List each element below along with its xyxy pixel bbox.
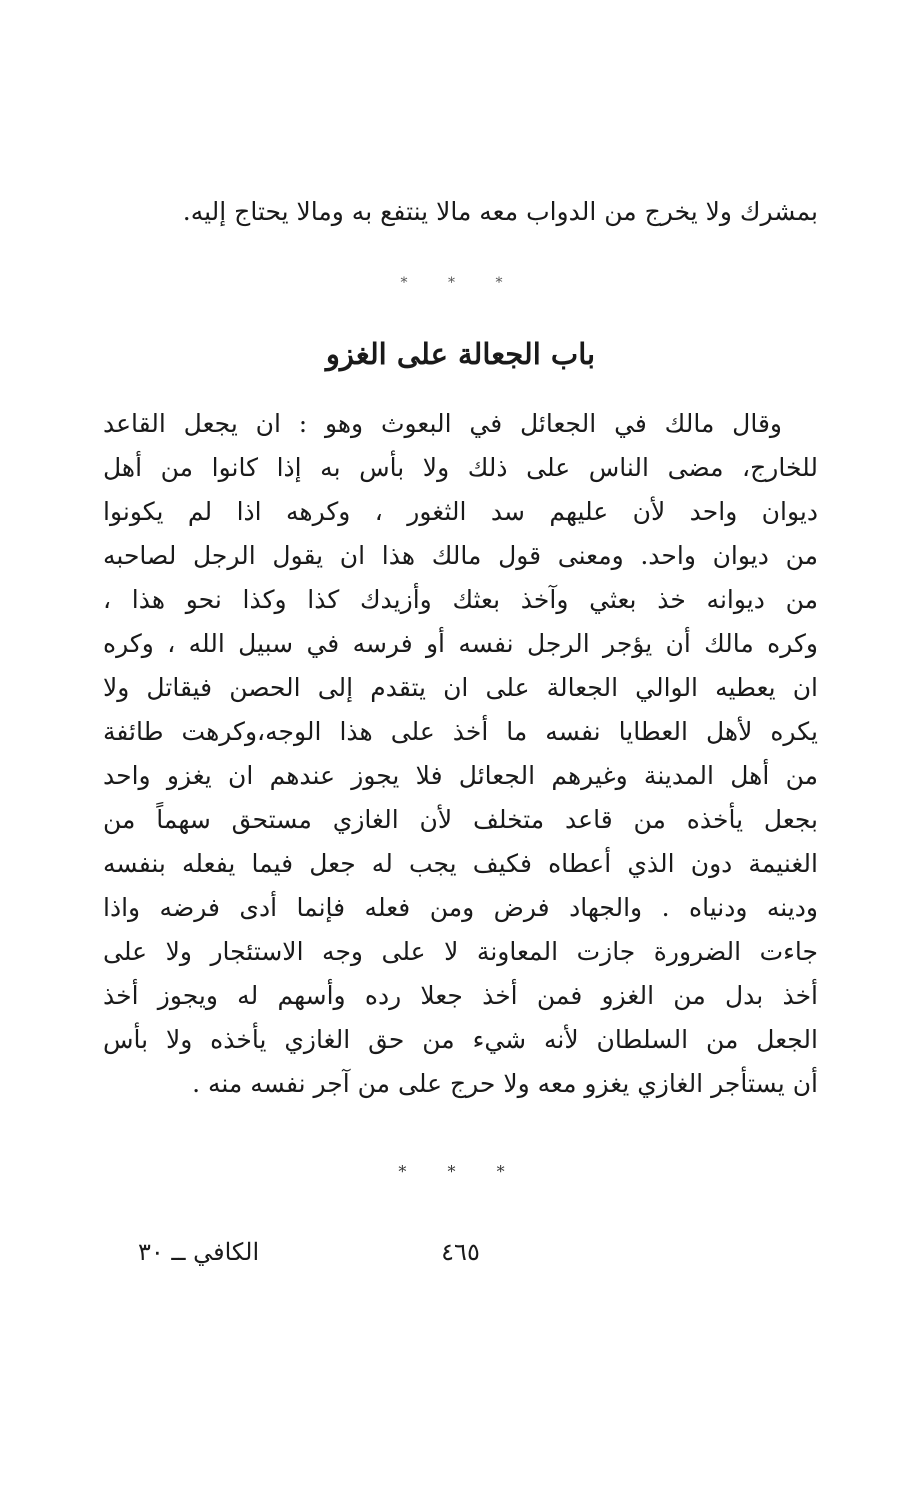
body-line: ان يعطيه الوالي الجعالة على ان يتقدم إلى الحصن فيقاتل ولا: [103, 673, 818, 702]
section-title: باب الجعالة على الغزو: [325, 337, 596, 371]
body-line: للخارج، مضى الناس على ذلك ولا بأس به إذا كانوا من أهل: [103, 453, 818, 482]
separator-stars-top: * * *: [400, 275, 521, 291]
body-line: من أهل المدينة وغيرهم الجعائل فلا يجوز عندهم ان يغزو واحد: [103, 761, 818, 790]
opening-line: بمشرك ولا يخرج من الدواب معه مالا ينتفع به ومالا يحتاج إليه.: [182, 197, 818, 226]
body-line: يكره لأهل العطايا نفسه ما أخذ على هذا الوجه،وكرهت طائفة: [103, 717, 818, 746]
body-line: وقال مالك في الجعائل في البعوث وهو : ان يجعل القاعد: [103, 409, 782, 438]
body-line: من ديوان واحد. ومعنى قول مالك هذا ان يقول الرجل لصاحبه: [103, 541, 818, 570]
body-paragraph: [0, 404, 921, 1144]
body-line: بجعل يأخذه من قاعد متخلف لأن الغازي مستحق سهماً من: [103, 805, 818, 834]
body-line: من ديوانه خذ بعثي وآخذ بعثك وأزيدك كذا وكذا نحو هذا ،: [103, 585, 818, 614]
body-line: ديوان واحد لأن عليهم سد الثغور ، وكرهه اذا لم يكونوا: [103, 497, 818, 526]
book-signature: الكافي ــ ٣٠: [138, 1238, 260, 1266]
body-line: أخذ بدل من الغزو فمن أخذ جعلا رده وأسهم له ويجوز أخذ: [103, 981, 818, 1010]
body-line: وكره مالك أن يؤجر الرجل نفسه أو فرسه في سبيل الله ، وكره: [103, 629, 818, 658]
body-line: ودينه ودنياه . والجهاد فرض ومن فعله فإنما أدى فرضه واذا: [103, 893, 818, 922]
body-line: الجعل من السلطان لأنه شيء من حق الغازي يأخذه ولا بأس: [103, 1025, 818, 1054]
separator-stars-bottom: * * *: [398, 1162, 523, 1181]
body-line: الغنيمة دون الذي أعطاه فكيف يجب له جعل فيما يفعله بنفسه: [103, 849, 818, 878]
body-line: أن يستأجر الغازي يغزو معه ولا حرج على من آجر نفسه منه .: [192, 1069, 818, 1098]
page-number: ٤٦٥: [441, 1238, 480, 1266]
body-line: جاءت الضرورة جازت المعاونة لا على وجه الاستئجار ولا على: [103, 937, 818, 966]
